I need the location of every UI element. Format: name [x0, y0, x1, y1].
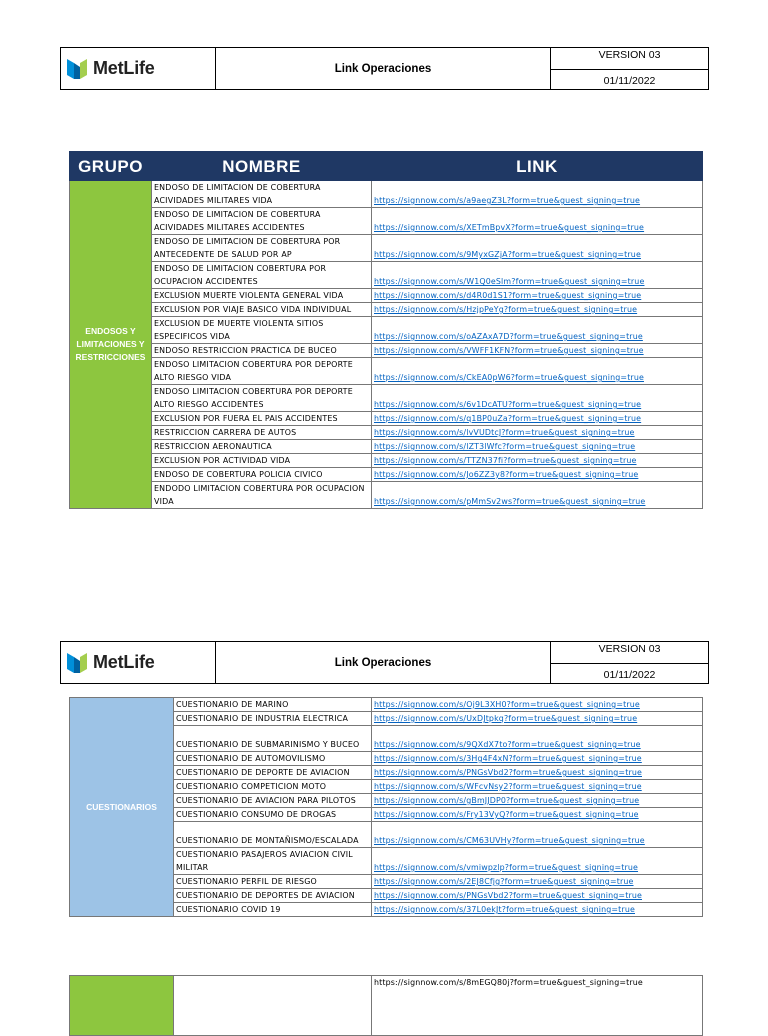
- version-label: VERSION 03: [551, 642, 708, 664]
- row-name: ENDODO LIMITACION COBERTURA POR OCUPACION VIDA: [152, 482, 372, 509]
- date-label: 01/11/2022: [603, 75, 656, 87]
- row-name: CUESTIONARIO DE INDUSTRIA ELECTRICA: [174, 712, 372, 726]
- row-name: CUESTIONARIO DE DEPORTE DE AVIACION: [174, 766, 372, 780]
- row-name: CUESTIONARIO COVID 19: [174, 903, 372, 917]
- row-link[interactable]: https://signnow.com/s/Fry13VyQ?form=true&guest_signing=true: [372, 808, 703, 822]
- page-title: Link Operaciones: [216, 48, 551, 89]
- row-name: ENDOSO RESTRICCION PRACTICA DE BUCEO: [152, 344, 372, 358]
- row-name: ENDOSO LIMITACION COBERTURA POR DEPORTE ALTO RIESGO ACCIDENTES: [152, 385, 372, 412]
- row-name: RESTRICCION AERONAUTICA: [152, 440, 372, 454]
- row-link[interactable]: https://signnow.com/s/6v1DcATU?form=true&guest_signing=true: [372, 385, 703, 412]
- row-name: CUESTIONARIO DE DEPORTES DE AVIACION: [174, 889, 372, 903]
- row-name: EXCLUSION POR VIAJE BASICO VIDA INDIVIDUAL: [152, 303, 372, 317]
- table-row: [70, 412, 703, 426]
- row-name: EXCLUSION POR FUERA EL PAIS ACCIDENTES: [152, 412, 372, 426]
- row-name: CUESTIONARIO PERFIL DE RIESGO: [174, 875, 372, 889]
- metlife-logo-icon: [67, 59, 87, 79]
- row-link[interactable]: https://signnow.com/s/UxDJtpkq?form=true&guest_signing=true: [372, 712, 703, 726]
- table-row: [70, 235, 703, 262]
- row-link[interactable]: https://signnow.com/s/PNGsVbd2?form=true&guest_signing=true: [372, 766, 703, 780]
- row-name: CUESTIONARIO COMPETICION MOTO: [174, 780, 372, 794]
- row-name: ENDOSO DE LIMITACION DE COBERTURA ACIVIDADES MILITARES VIDA: [152, 181, 372, 208]
- row-name: CUESTIONARIO DE MONTAÑISMO/ESCALADA: [174, 822, 372, 848]
- row-link[interactable]: https://signnow.com/s/CkEA0pW6?form=true&guest_signing=true: [372, 358, 703, 385]
- endosos-table: [69, 151, 703, 509]
- document-header-repeat: [60, 641, 709, 684]
- version-label: VERSION 03: [551, 48, 708, 70]
- group-cell-endosos: ENDOSOS Y LIMITACIONES Y RESTRICCIONES: [70, 181, 152, 509]
- logo-text: MetLife: [93, 58, 155, 78]
- table-row: [70, 344, 703, 358]
- row-link[interactable]: https://signnow.com/s/Jo6ZZ3y8?form=true&guest_signing=true: [372, 468, 703, 482]
- row-link[interactable]: https://signnow.com/s/gBmJJDP0?form=true&guest_signing=true: [372, 794, 703, 808]
- page-title: Link Operaciones: [216, 642, 551, 683]
- row-name: ENDOSO DE LIMITACION DE COBERTURA ACIVIDADES MILITARES ACCIDENTES: [152, 208, 372, 235]
- row-name: CUESTIONARIO DE SUBMARINISMO Y BUCEO: [174, 726, 372, 752]
- table-header-row: [70, 152, 703, 181]
- row-name: ENDOSO DE LIMITACION DE COBERTURA POR ANTECEDENTE DE SALUD POR AP: [152, 235, 372, 262]
- row-link[interactable]: https://signnow.com/s/37L0ekJt?form=true&guest_signing=true: [372, 903, 703, 917]
- table-row: [70, 976, 703, 1036]
- row-name: EXCLUSION MUERTE VIOLENTA GENERAL VIDA: [152, 289, 372, 303]
- row-name: ENDOSO DE LIMITACION COBERTURA POR OCUPACION ACCIDENTES: [152, 262, 372, 289]
- row-link[interactable]: https://signnow.com/s/pMmSv2ws?form=true&guest_signing=true: [372, 482, 703, 509]
- table-row: [70, 482, 703, 509]
- table-row: [70, 208, 703, 235]
- logo-text: MetLife: [93, 652, 155, 672]
- row-name: CUESTIONARIO PASAJEROS AVIACION CIVIL MILITAR: [174, 848, 372, 875]
- row-link[interactable]: https://signnow.com/s/3Hg4F4xN?form=true&guest_signing=true: [372, 752, 703, 766]
- row-link[interactable]: https://signnow.com/s/WFcvNsy2?form=true&guest_signing=true: [372, 780, 703, 794]
- row-link[interactable]: https://signnow.com/s/a9aegZ3L?form=true&guest_signing=true: [372, 181, 703, 208]
- table-row: [70, 262, 703, 289]
- row-link[interactable]: https://signnow.com/s/oAZAxA7D?form=true&guest_signing=true: [372, 317, 703, 344]
- header-grupo: GRUPO: [70, 152, 152, 181]
- metlife-logo: [61, 48, 216, 89]
- header-link: LINK: [372, 152, 703, 181]
- row-name: ENDOSO LIMITACION COBERTURA POR DEPORTE ALTO RIESGO VIDA: [152, 358, 372, 385]
- row-link[interactable]: https://signnow.com/s/TTZN37fi?form=true&guest_signing=true: [372, 454, 703, 468]
- table-row: [70, 289, 703, 303]
- row-name: ENDOSO DE COBERTURA POLICIA CIVICO: [152, 468, 372, 482]
- row-name: CUESTIONARIO DE AUTOMOVILISMO: [174, 752, 372, 766]
- row-link[interactable]: https://signnow.com/s/2EJ8Cfjg?form=true&guest_signing=true: [372, 875, 703, 889]
- row-name: EXCLUSION POR ACTIVIDAD VIDA: [152, 454, 372, 468]
- table-row: [70, 317, 703, 344]
- document-header: [60, 47, 709, 90]
- row-link[interactable]: https://signnow.com/s/9MyxGZjA?form=true&guest_signing=true: [372, 235, 703, 262]
- row-link[interactable]: https://signnow.com/s/8mEGQ80j?form=true&guest_signing=true: [372, 976, 703, 1036]
- row-link[interactable]: https://signnow.com/s/XETmBpvX?form=true&guest_signing=true: [372, 208, 703, 235]
- cuestionarios-table: [69, 697, 703, 917]
- table-row: [70, 698, 703, 712]
- row-name: CUESTIONARIO DE MARINO: [174, 698, 372, 712]
- table-row: [70, 385, 703, 412]
- table-row: [70, 440, 703, 454]
- row-link[interactable]: https://signnow.com/s/lvVUDtcJ?form=true&guest_signing=true: [372, 426, 703, 440]
- row-link[interactable]: https://signnow.com/s/lZT3lWfc?form=true&guest_signing=true: [372, 440, 703, 454]
- row-link[interactable]: https://signnow.com/s/CM63UVHy?form=true&guest_signing=true: [372, 822, 703, 848]
- row-link[interactable]: https://signnow.com/s/Oj9L3XH0?form=true&guest_signing=true: [372, 698, 703, 712]
- row-link[interactable]: https://signnow.com/s/9QXdX7to?form=true&guest_signing=true: [372, 726, 703, 752]
- row-link[interactable]: https://signnow.com/s/VWFF1KFN?form=true&guest_signing=true: [372, 344, 703, 358]
- additional-table: [69, 975, 703, 1036]
- group-cell-cuestionarios: CUESTIONARIOS: [70, 698, 174, 917]
- row-link[interactable]: https://signnow.com/s/PNGsVbd2?form=true&guest_signing=true: [372, 889, 703, 903]
- metlife-logo-icon: [67, 653, 87, 673]
- metlife-logo: [61, 642, 216, 683]
- row-name: CUESTIONARIO DE AVIACION PARA PILOTOS: [174, 794, 372, 808]
- table-row: [70, 303, 703, 317]
- row-link[interactable]: https://signnow.com/s/W1Q0eSlm?form=true&guest_signing=true: [372, 262, 703, 289]
- row-name: EXCLUSION DE MUERTE VIOLENTA SITIOS ESPECIFICOS VIDA: [152, 317, 372, 344]
- row-name: [174, 976, 372, 1036]
- table-row: [70, 181, 703, 208]
- table-row: [70, 358, 703, 385]
- row-link[interactable]: https://signnow.com/s/vmiwpzlp?form=true&guest_signing=true: [372, 848, 703, 875]
- table-row: [70, 468, 703, 482]
- table-row: [70, 454, 703, 468]
- date-label: 01/11/2022: [603, 669, 656, 681]
- row-link[interactable]: https://signnow.com/s/d4R0d1S1?form=true&guest_signing=true: [372, 289, 703, 303]
- table-row: [70, 426, 703, 440]
- row-link[interactable]: https://signnow.com/s/q1BP0uZa?form=true&guest_signing=true: [372, 412, 703, 426]
- row-link[interactable]: https://signnow.com/s/HzjpPeYg?form=true&guest_signing=true: [372, 303, 703, 317]
- group-cell-empty: [70, 976, 174, 1036]
- row-name: RESTRICCION CARRERA DE AUTOS: [152, 426, 372, 440]
- header-nombre: NOMBRE: [152, 152, 372, 181]
- row-name: CUESTIONARIO CONSUMO DE DROGAS: [174, 808, 372, 822]
